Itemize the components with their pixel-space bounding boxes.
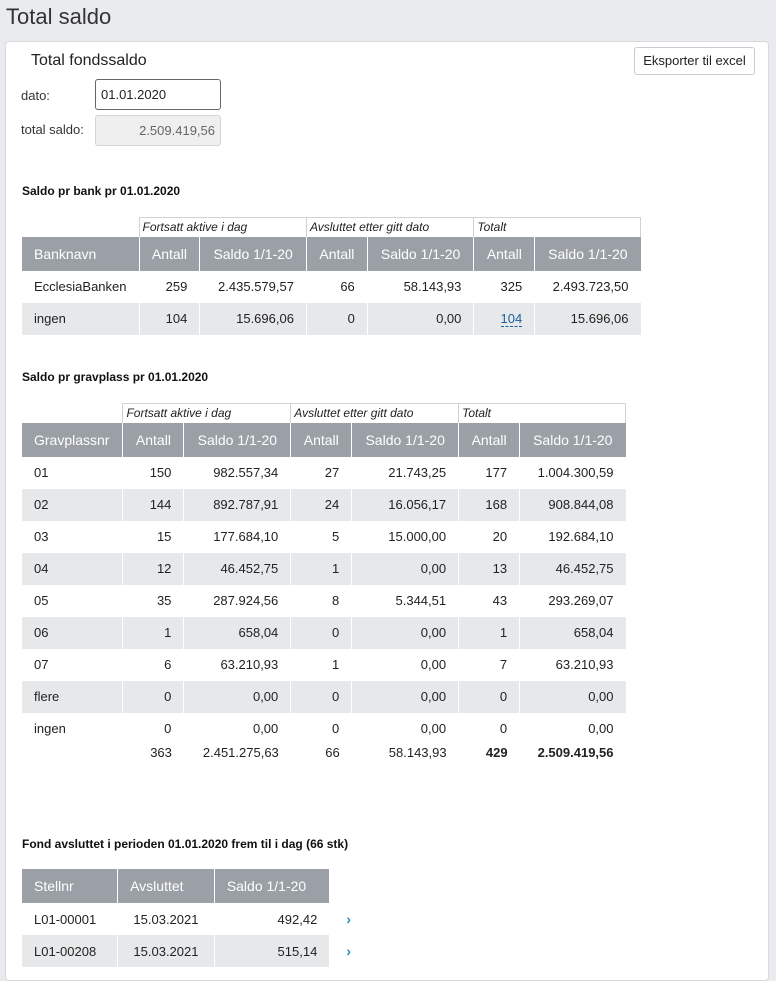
cell: 06 [22,617,123,649]
group-header: Totalt [459,404,626,423]
cell: 03 [22,521,123,553]
cell: 02 [22,489,123,521]
table-row [22,649,626,681]
cell: EcclesiaBanken [22,271,139,303]
cell: 0 [291,681,352,713]
cell: 12 [123,553,184,585]
date-input[interactable]: 01.01.2020 [95,79,221,110]
total-cell: 2.509.419,56 [537,744,614,760]
cell: 01 [22,457,123,489]
closed-funds-title: Fond avsluttet i perioden 01.01.2020 frem til i dag (66 stk) [22,837,349,851]
cell: 1 [291,649,352,681]
column-header[interactable]: Saldo 1/1-20 [520,423,626,457]
column-header[interactable]: Antall [306,237,367,271]
cell: 892.787,91 [184,489,291,521]
cell: 104 [139,303,200,335]
cell: 15.03.2021 [118,903,215,935]
fund-balance-card [5,41,769,981]
cell: flere [22,681,123,713]
total-cell: 363 [150,744,172,760]
total-saldo-label: total saldo: [21,122,84,137]
table-row[interactable] [22,903,367,935]
column-header[interactable]: Saldo 1/1-20 [214,869,330,903]
cell: 15.696,06 [535,303,641,335]
group-header: Fortsatt aktive i dag [123,404,291,423]
cell: 177.684,10 [184,521,291,553]
cell: ingen [22,713,123,745]
column-header[interactable]: Antall [139,237,200,271]
column-header[interactable]: Saldo 1/1-20 [200,237,307,271]
gravplass-section-title: Saldo pr gravplass pr 01.01.2020 [22,370,209,384]
table-row [22,489,626,521]
cell: 24 [291,489,352,521]
cell: 6 [123,649,184,681]
closed-funds-table [22,869,367,967]
cell: 15.03.2021 [118,935,215,967]
table-row [22,713,626,745]
table-row[interactable] [22,935,367,967]
group-header: Totalt [474,218,641,237]
totals-row [22,745,626,763]
chevron-right-icon[interactable]: › [346,943,351,959]
cell: 0,00 [352,649,459,681]
cell: 0 [123,713,184,745]
cell: 908.844,08 [520,489,626,521]
cell: 0,00 [352,681,459,713]
cell: 63.210,93 [184,649,291,681]
cell: 1 [291,553,352,585]
cell: 293.269,07 [520,585,626,617]
chevron-right-icon[interactable]: › [346,911,351,927]
group-header: Avsluttet etter gitt dato [306,218,473,237]
cell: 177 [459,457,520,489]
cell: 0 [459,681,520,713]
cell: 658,04 [520,617,626,649]
column-header[interactable]: Saldo 1/1-20 [184,423,291,457]
table-row [22,457,626,489]
cell: 982.557,34 [184,457,291,489]
table-row [22,617,626,649]
column-header[interactable]: Banknavn [22,237,139,271]
total-cell: 429 [485,744,508,760]
column-header[interactable]: Antall [123,423,184,457]
cell: 43 [459,585,520,617]
cell: 46.452,75 [520,553,626,585]
cell: 05 [22,585,123,617]
table-row [22,585,626,617]
cell: 15 [123,521,184,553]
cell: 150 [123,457,184,489]
cell: 27 [291,457,352,489]
cell: 0,00 [520,681,626,713]
total-cell: 2.451.275,63 [202,744,279,760]
cell: 2.493.723,50 [535,271,641,303]
cell: 16.056,17 [352,489,459,521]
column-header[interactable]: Antall [459,423,520,457]
column-header[interactable]: Saldo 1/1-20 [535,237,641,271]
cell: 259 [139,271,200,303]
total-cell: 58.143,93 [388,744,447,760]
cell: 21.743,25 [352,457,459,489]
cell: 58.143,93 [367,271,474,303]
cell: 168 [459,489,520,521]
cell: 515,14 [214,935,330,967]
cell: 1 [123,617,184,649]
cell: 5 [291,521,352,553]
cell: 0 [123,681,184,713]
cell: 63.210,93 [520,649,626,681]
table-row [22,271,641,303]
cell: 8 [291,585,352,617]
cell: 0,00 [184,681,291,713]
cell: 0,00 [352,553,459,585]
cell: 5.344,51 [352,585,459,617]
table-row [22,553,626,585]
column-header[interactable]: Stellnr [22,869,118,903]
gravplass-table [22,403,626,763]
export-excel-button[interactable]: Eksporter til excel [634,47,755,75]
total-saldo-field: 2.509.419,56 [95,115,221,146]
cell: 20 [459,521,520,553]
page-title: Total saldo [6,4,112,29]
cell: L01-00208 [22,935,118,967]
column-header[interactable]: Antall [474,237,535,271]
cell: 0,00 [367,303,474,335]
column-header[interactable]: Saldo 1/1-20 [367,237,474,271]
cell: 1 [459,617,520,649]
table-row [22,681,626,713]
cell: 35 [123,585,184,617]
table-row [22,521,626,553]
column-header[interactable]: Gravplassnr [22,423,123,457]
cell: 325 [474,271,535,303]
cell: 0 [459,713,520,745]
card-title: Total fondssaldo [31,52,147,69]
cell: 46.452,75 [184,553,291,585]
column-header[interactable]: Saldo 1/1-20 [352,423,459,457]
cell: 192.684,10 [520,521,626,553]
cell: 0 [306,303,367,335]
cell: 07 [22,649,123,681]
column-header[interactable]: Antall [291,423,352,457]
cell: 66 [306,271,367,303]
cell: 0,00 [520,713,626,745]
column-header[interactable]: Avsluttet [118,869,215,903]
cell: 13 [459,553,520,585]
cell: 0,00 [352,713,459,745]
group-header: Fortsatt aktive i dag [139,218,306,237]
group-header: Avsluttet etter gitt dato [291,404,459,423]
date-label: dato: [21,88,50,103]
cell: ingen [22,303,139,335]
cell: 15.696,06 [200,303,307,335]
cell: 2.435.579,57 [200,271,307,303]
count-link[interactable]: 104 [500,311,523,326]
table-row [22,303,641,335]
cell: 1.004.300,59 [520,457,626,489]
cell: 0 [291,617,352,649]
total-cell [22,745,123,763]
cell: 04 [22,553,123,585]
cell: 0,00 [184,713,291,745]
cell: L01-00001 [22,903,118,935]
cell: 492,42 [214,903,330,935]
cell: 144 [123,489,184,521]
cell: 7 [459,649,520,681]
total-cell: 66 [325,744,340,760]
cell: 658,04 [184,617,291,649]
bank-section-title: Saldo pr bank pr 01.01.2020 [22,184,181,198]
cell: 287.924,56 [184,585,291,617]
cell: 0,00 [352,617,459,649]
cell: 0 [291,713,352,745]
bank-table [22,217,641,335]
cell: 15.000,00 [352,521,459,553]
